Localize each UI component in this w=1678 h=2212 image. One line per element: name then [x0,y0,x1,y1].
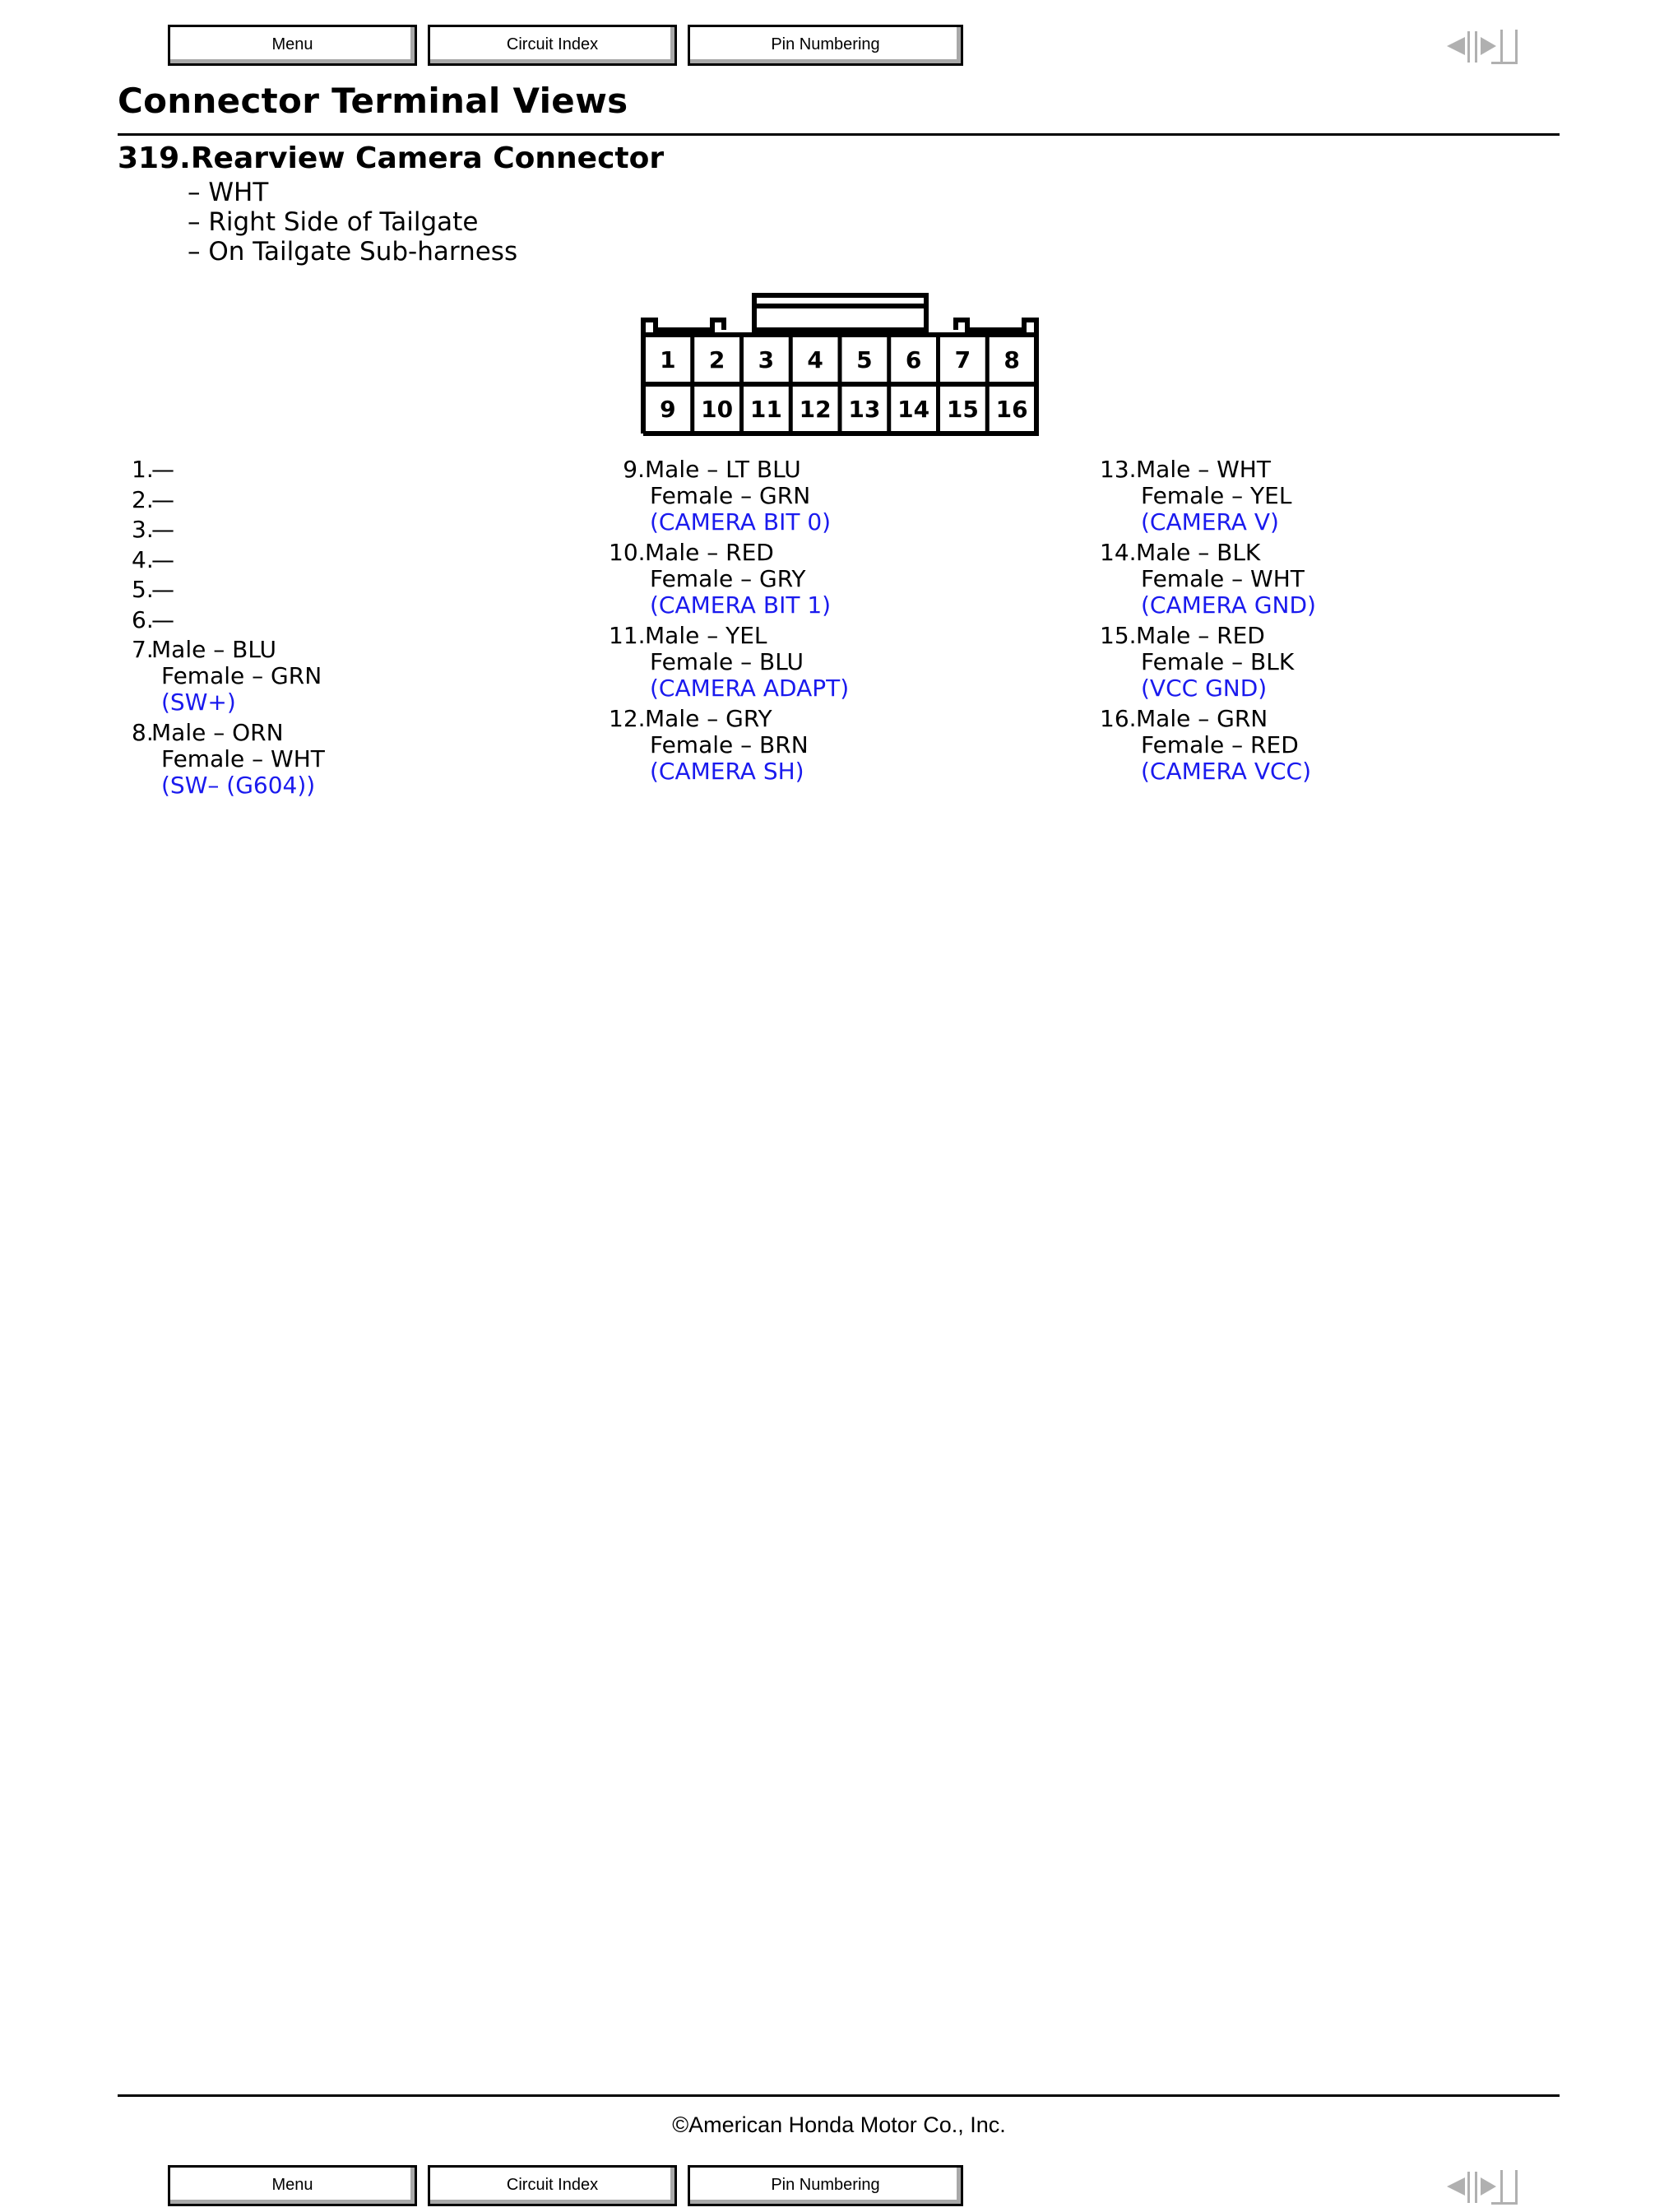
pin-numbering-button[interactable]: Pin Numbering [688,25,963,66]
circuit-index-button[interactable]: Circuit Index [428,25,677,66]
pin-female-wire: Female – GRN [650,482,811,509]
pin-number-label: 9 [660,396,676,423]
pin-entry [1100,540,1316,619]
pin-number-label: 13 [848,396,881,423]
pin-male-wire: Male – RED [645,539,774,566]
pin-entry [132,487,325,513]
pin-entry [132,577,325,603]
pin-number-label: 6 [905,346,922,373]
pin-female-wire: Female – GRN [161,662,322,689]
pin-number: 1. [132,456,154,483]
connector-diagram [638,292,1041,443]
circuit-index-button[interactable]: Circuit Index [428,2165,677,2206]
pin-unused: — [151,485,174,513]
pin-function: (CAMERA BIT 1) [650,591,832,619]
pin-number: 9. [623,456,645,483]
pin-number: 3. [132,516,154,543]
pin-number: 15. [1100,622,1137,649]
pin-female-wire: Female – GRY [650,565,806,592]
pin-female-wire: Female – RED [1141,731,1299,758]
page-arrows [1445,26,1518,66]
pin-number: 16. [1100,705,1137,732]
pin-entry [132,720,325,799]
pin-male-wire: Male – BLU [151,636,277,663]
pin-male-wire: Male – LT BLU [645,456,801,483]
pin-female-wire: Female – WHT [161,745,325,772]
pin-function: (CAMERA GND) [1141,591,1316,619]
pin-function: (CAMERA SH) [650,758,804,785]
pin-number: 13. [1100,456,1137,483]
pin-male-wire: Male – ORN [151,719,284,746]
pin-female-wire: Female – BRN [650,731,809,758]
pin-entry [132,637,325,716]
pin-number-label: 15 [946,396,979,423]
pin-column-2 [609,457,849,789]
pin-function: (CAMERA VCC) [1141,758,1312,785]
copyright-text: ©American Honda Motor Co., Inc. [672,2112,1006,2137]
pin-number-label: 10 [701,396,734,423]
top-nav-bar [0,25,1678,71]
pin-number: 11. [609,622,646,649]
connector-title: 319.Rearview Camera Connector [118,141,665,175]
connector-detail-location: – Right Side of Tailgate [188,207,479,237]
page-title: Connector Terminal Views [118,81,628,121]
connector-detail-harness: – On Tailgate Sub-harness [188,237,518,267]
pin-function: (CAMERA BIT 0) [650,508,832,536]
pin-unused: — [151,456,174,483]
pin-number: 12. [609,705,646,732]
pin-number: 10. [609,539,646,566]
pin-entry [1100,623,1316,702]
menu-button[interactable]: Menu [168,25,417,66]
pin-male-wire: Male – BLK [1136,539,1261,566]
pin-number-label: 2 [708,346,725,373]
pin-unused: — [151,605,174,633]
pin-function: (CAMERA ADAPT) [650,675,850,702]
menu-button[interactable]: Menu [168,2165,417,2206]
pin-unused: — [151,576,174,603]
connector-details [188,178,517,267]
pin-number-label: 11 [749,396,782,423]
next-page-icon[interactable] [1475,2170,1518,2205]
pin-number: 14. [1100,539,1137,566]
pin-number: 7. [132,636,154,663]
pin-entry [609,706,849,785]
pin-entry [132,547,325,573]
pin-entry [132,457,325,483]
pin-entry [132,517,325,543]
next-page-icon[interactable] [1475,30,1518,64]
pin-female-wire: Female – BLK [1141,648,1295,675]
pin-male-wire: Male – YEL [645,622,767,649]
pin-number-label: 16 [995,396,1028,423]
pin-function: (SW– (G604)) [161,772,316,799]
pin-entry [132,607,325,633]
pin-function: (VCC GND) [1141,675,1268,702]
pin-number-label: 5 [856,346,873,373]
pin-entry [609,457,849,536]
bottom-nav-bar [0,2165,1678,2211]
pin-unused: — [151,545,174,573]
connector-detail-color: – WHT [188,178,269,207]
pin-unused: — [151,516,174,543]
pin-entry [609,623,849,702]
pin-number-label: 14 [897,396,930,423]
pin-number-label: 4 [807,346,823,373]
pin-number: 8. [132,719,154,746]
pin-number-label: 12 [799,396,832,423]
pin-column-1 [132,457,325,803]
pin-number-label: 3 [758,346,775,373]
pin-female-wire: Female – BLU [650,648,804,675]
pin-number-label: 8 [1004,346,1020,373]
pin-female-wire: Female – YEL [1141,482,1292,509]
pin-column-3 [1100,457,1316,789]
pin-female-wire: Female – WHT [1141,565,1305,592]
pin-entry [1100,706,1316,785]
pin-male-wire: Male – WHT [1136,456,1271,483]
pin-number: 5. [132,576,154,603]
pin-male-wire: Male – RED [1136,622,1265,649]
prev-page-icon[interactable] [1447,2172,1470,2203]
pin-numbering-button[interactable]: Pin Numbering [688,2165,963,2206]
pin-number-label: 1 [660,346,676,373]
prev-page-icon[interactable] [1447,31,1470,63]
pin-number: 2. [132,485,154,513]
pin-function: (SW+) [161,689,236,716]
pin-entry [1100,457,1316,536]
footer-divider [118,2094,1560,2097]
page-arrows [1445,2167,1518,2206]
pin-number-label: 7 [954,346,971,373]
pin-male-wire: Male – GRY [645,705,772,732]
pin-number: 4. [132,545,154,573]
pin-male-wire: Male – GRN [1136,705,1268,732]
header-divider [118,133,1560,136]
pin-number: 6. [132,605,154,633]
pin-function: (CAMERA V) [1141,508,1279,536]
pin-entry [609,540,849,619]
